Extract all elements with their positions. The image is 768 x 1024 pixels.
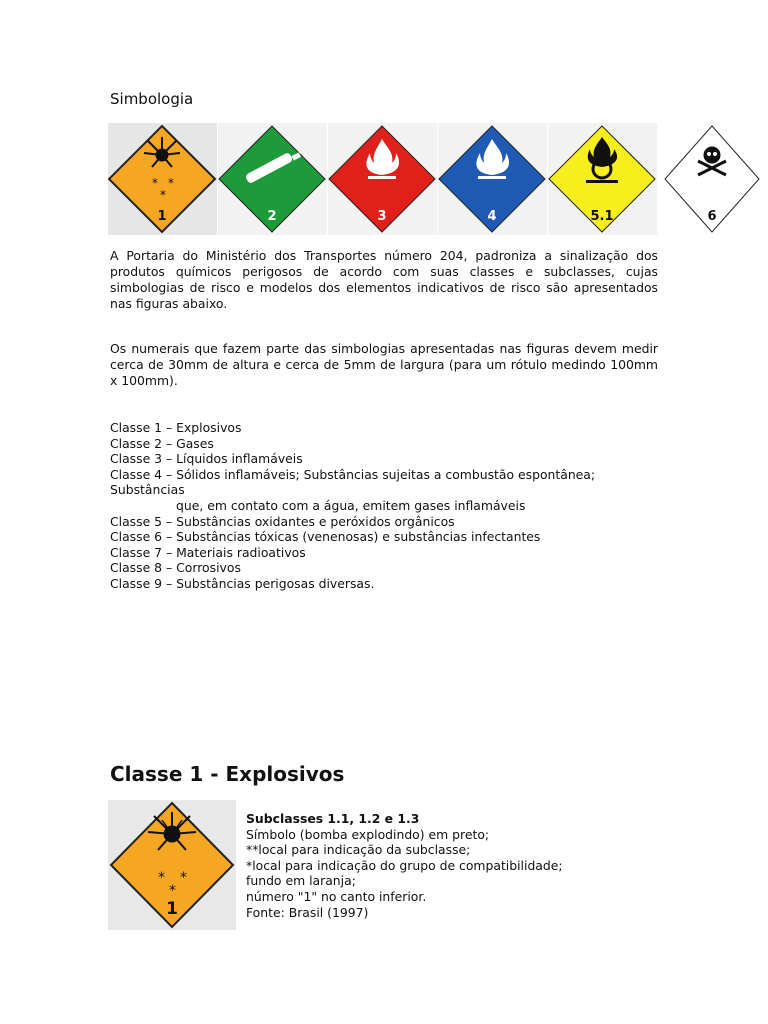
placard-number: 2 xyxy=(267,209,277,224)
placard-number: 4 xyxy=(487,209,497,224)
svg-text:*: * xyxy=(169,883,176,899)
class-list-item: Classe 9 – Substâncias perigosas diversas. xyxy=(110,575,375,591)
placard-number: 1 xyxy=(157,209,167,224)
intro-paragraph: A Portaria do Ministério dos Transportes número 204, padroniza a sinalização dos produtos químicos perigosos de acordo com suas classes e subclasses, cujas simbologias de risco e modelos dos elementos indicativos de risco são apresentados nas figuras abaixo. xyxy=(110,248,658,311)
description-line: número "1" no canto inferior. xyxy=(246,888,427,904)
placard-class-4 xyxy=(438,123,547,235)
section-title: Classe 1 - Explosivos xyxy=(110,762,345,786)
class-list xyxy=(110,420,730,592)
svg-text:*: * xyxy=(158,870,165,886)
explosive-placard xyxy=(108,800,236,930)
placard-number: 5.1 xyxy=(590,209,614,224)
description-line: Fonte: Brasil (1997) xyxy=(246,904,369,920)
subclasses-heading: Subclasses 1.1, 1.2 e 1.3 xyxy=(246,811,420,826)
placard-class-6 xyxy=(658,123,760,235)
class-list-item: Classe 1 – Explosivos xyxy=(110,420,242,435)
description-line: fundo em laranja; xyxy=(246,873,356,889)
class-list-item: que, em contato com a água, emitem gases inflamáveis xyxy=(176,497,526,513)
placard-number: 6 xyxy=(707,209,717,224)
svg-text:*: * xyxy=(168,176,174,190)
page-heading: Simbologia xyxy=(110,90,194,108)
placard-class-3 xyxy=(328,123,437,235)
hazard-placards-strip xyxy=(108,123,760,235)
placard-class-2 xyxy=(218,123,327,235)
class-list-item: Classe 3 – Líquidos inflamáveis xyxy=(110,451,303,467)
subclass-description xyxy=(246,811,563,920)
svg-text:*: * xyxy=(152,176,158,190)
svg-text:*: * xyxy=(160,188,166,202)
placard-number: 1 xyxy=(166,899,178,919)
class-list-item: Substâncias xyxy=(110,482,185,498)
description-line: **local para indicação da subclasse; xyxy=(246,842,471,858)
class-list-item: Classe 7 – Materiais radioativos xyxy=(110,544,306,560)
placard-number: 3 xyxy=(377,209,387,224)
class-list-item: Classe 5 – Substâncias oxidantes e peróxidos orgânicos xyxy=(110,513,455,529)
svg-text:*: * xyxy=(180,870,187,886)
class-list-item: Classe 8 – Corrosivos xyxy=(110,560,241,576)
class-list-item: Classe 2 – Gases xyxy=(110,435,214,451)
class-list-item: Classe 6 – Substâncias tóxicas (venenosas) e substâncias infectantes xyxy=(110,529,541,545)
description-line: *local para indicação do grupo de compatibilidade; xyxy=(246,857,563,873)
description-line: Símbolo (bomba explodindo) em preto; xyxy=(246,826,490,842)
class-list-item: Classe 4 – Sólidos inflamáveis; Substâncias sujeitas a combustão espontânea; xyxy=(110,466,596,482)
placard-class-5-1 xyxy=(548,123,657,235)
placard-class-1 xyxy=(108,123,217,235)
numerals-paragraph: Os numerais que fazem parte das simbologias apresentadas nas figuras devem medir cerca de 30mm de altura e cerca de 5mm de largura (para um rótulo medindo 100mm x 100mm). xyxy=(110,341,658,388)
